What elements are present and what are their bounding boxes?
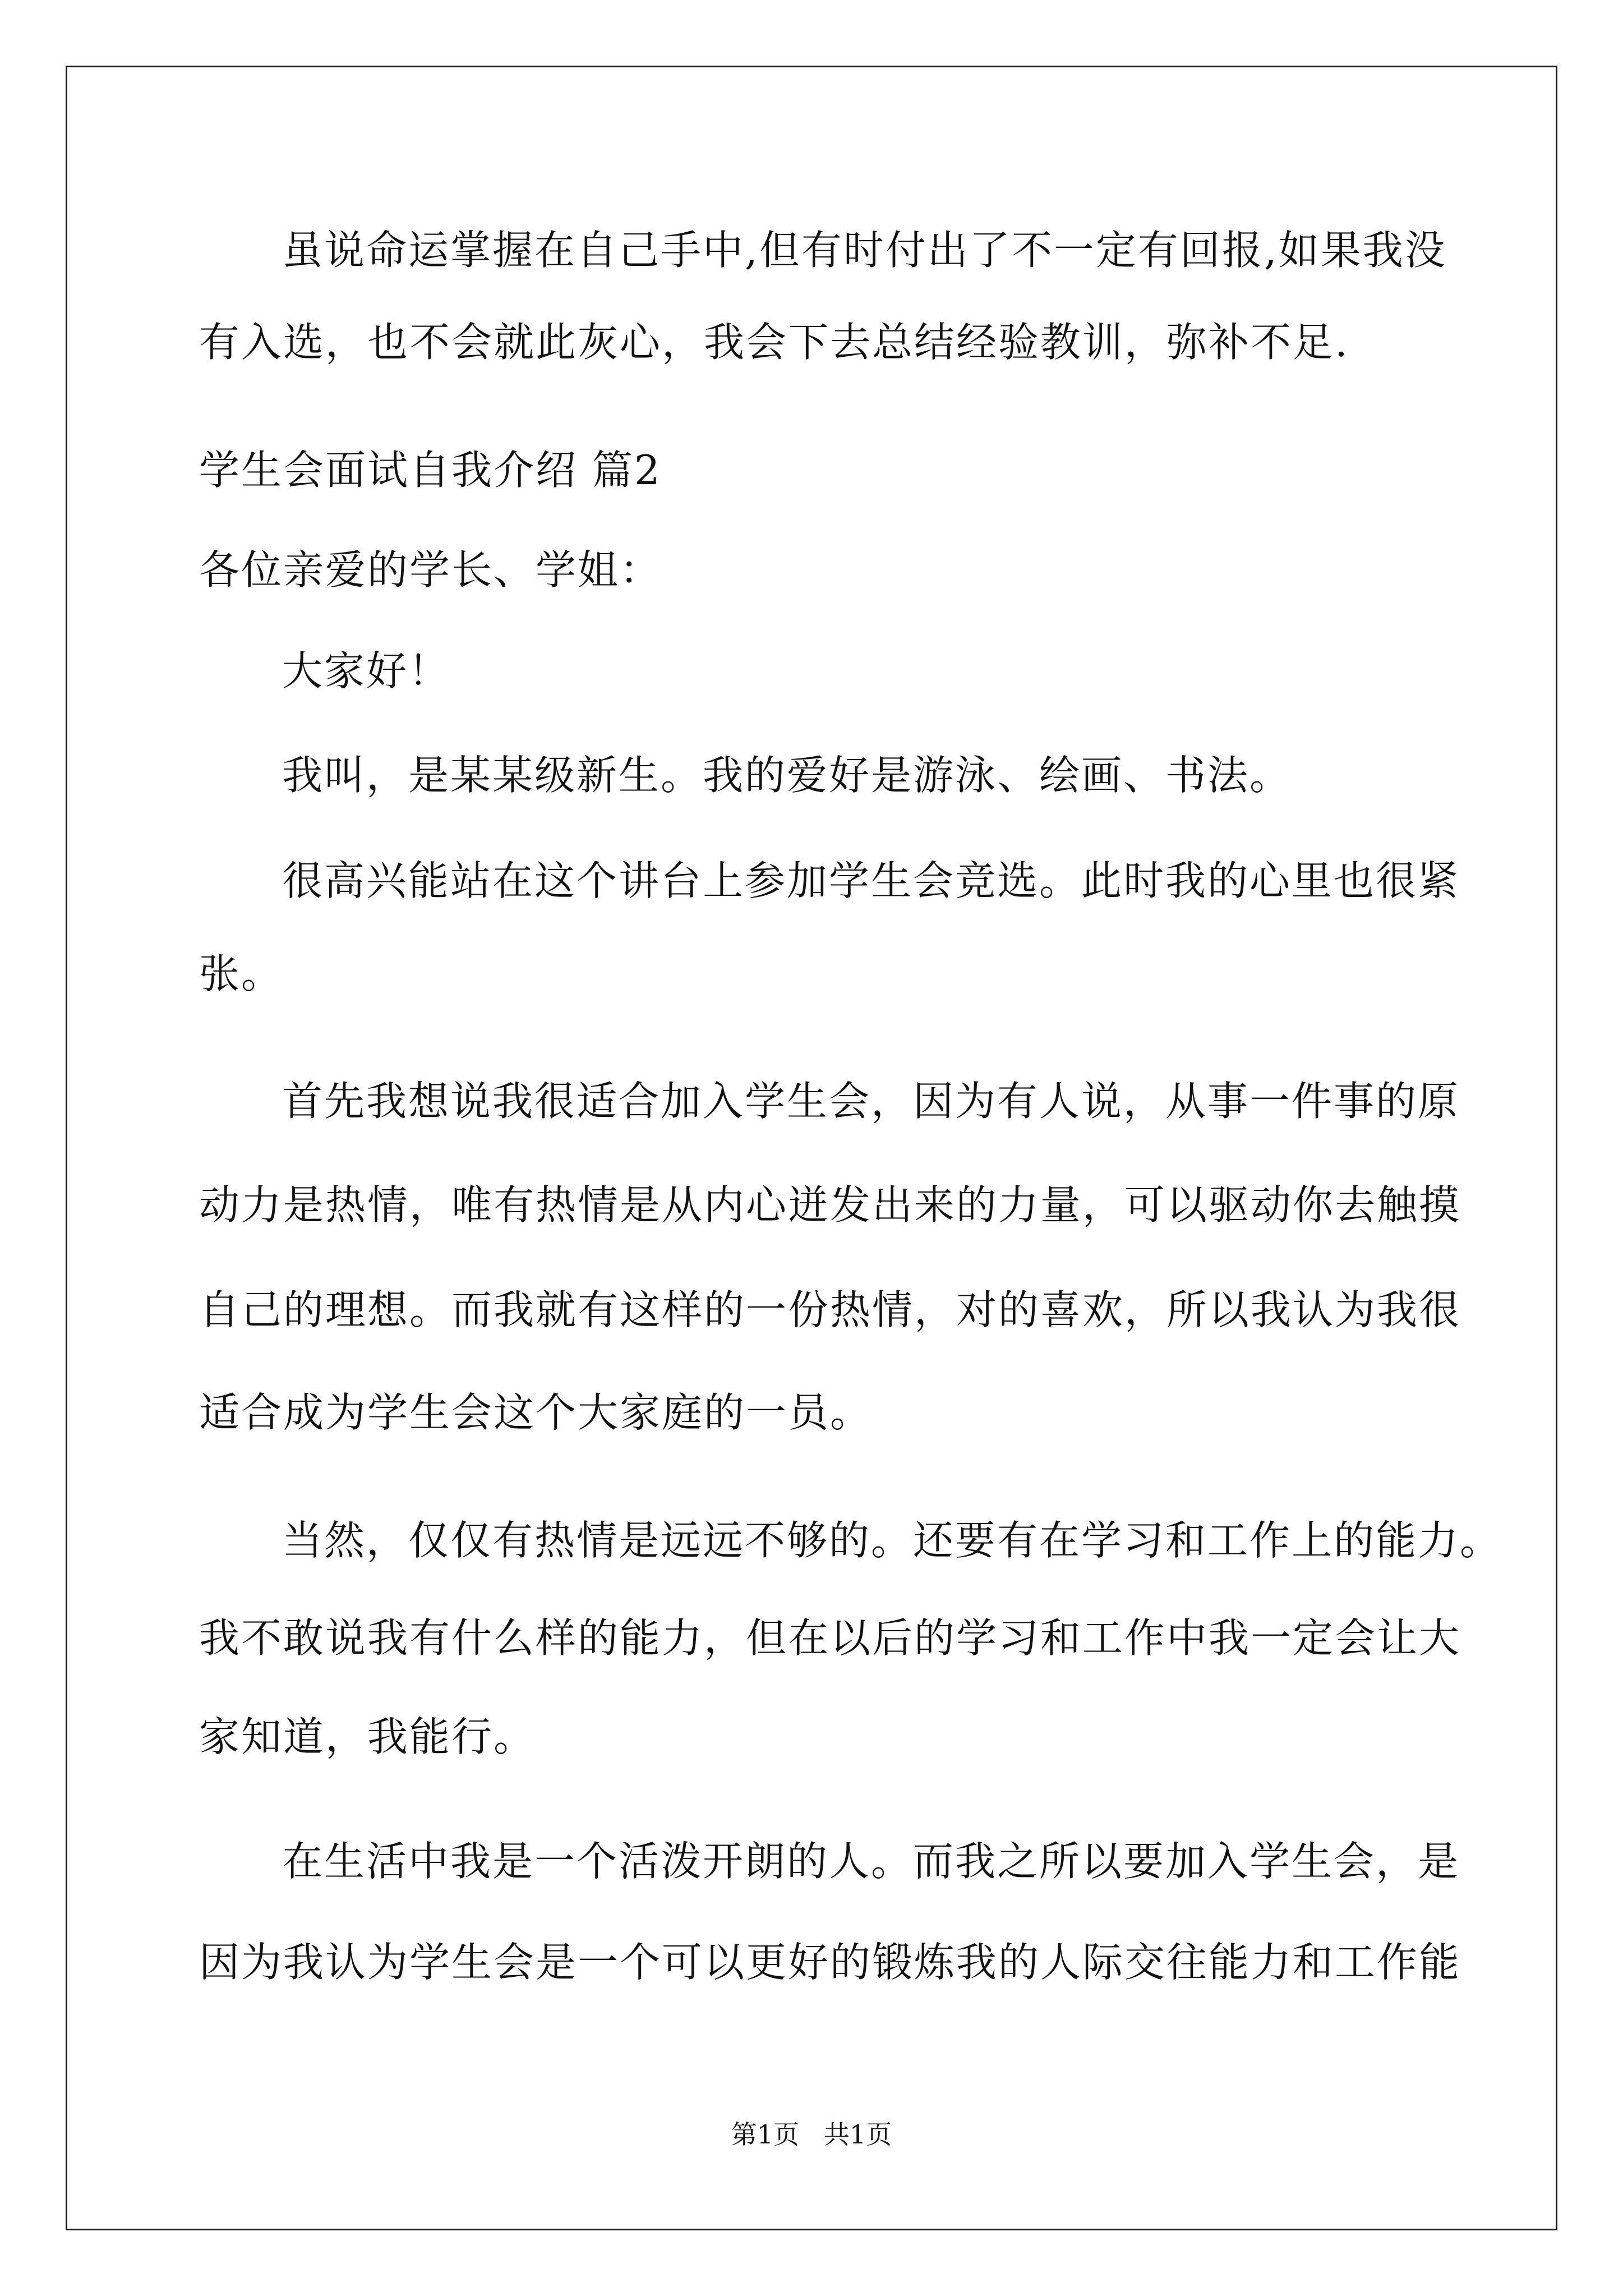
- body-line: 适合成为学生会这个大家庭的一员。: [199, 1389, 873, 1436]
- page-number: 第1页 共1页: [731, 2119, 892, 2150]
- greeting: 大家好！: [282, 647, 451, 694]
- section-heading: 学生会面试自我介绍 篇2: [199, 447, 662, 494]
- body-line: 我叫，是某某级新生。我的爱好是游泳、绘画、书法。: [282, 752, 1292, 799]
- body-line: 有入选，也不会就此灰心，我会下去总结经验教训，弥补不足.: [199, 319, 1349, 366]
- body-line: 在生活中我是一个活泼开朗的人。而我之所以要加入学生会，是: [282, 1838, 1460, 1885]
- body-line: 很高兴能站在这个讲台上参加学生会竞选。此时我的心里也很紧: [282, 857, 1460, 904]
- body-line: 我不敢说我有什么样的能力，但在以后的学习和工作中我一定会让大: [199, 1614, 1461, 1662]
- page-border: [66, 66, 1557, 2230]
- body-line: 自己的理想。而我就有这样的一份热情，对的喜欢，所以我认为我很: [199, 1286, 1461, 1333]
- body-line: 首先我想说我很适合加入学生会，因为有人说，从事一件事的原: [282, 1078, 1460, 1125]
- body-line: 动力是热情，唯有热情是从内心迸发出来的力量，可以驱动你去触摸: [199, 1181, 1461, 1228]
- body-line: 虽说命运掌握在自己手中,但有时付出了不一定有回报,如果我没: [282, 227, 1447, 274]
- body-line: 家知道，我能行。: [199, 1713, 536, 1760]
- body-line: 当然，仅仅有热情是远远不够的。还要有在学习和工作上的能力。: [282, 1517, 1502, 1564]
- body-line: 因为我认为学生会是一个可以更好的锻炼我的人际交往能力和工作能: [199, 1939, 1461, 1986]
- body-line: 张。: [199, 950, 284, 997]
- salutation: 各位亲爱的学长、学姐：: [199, 546, 662, 593]
